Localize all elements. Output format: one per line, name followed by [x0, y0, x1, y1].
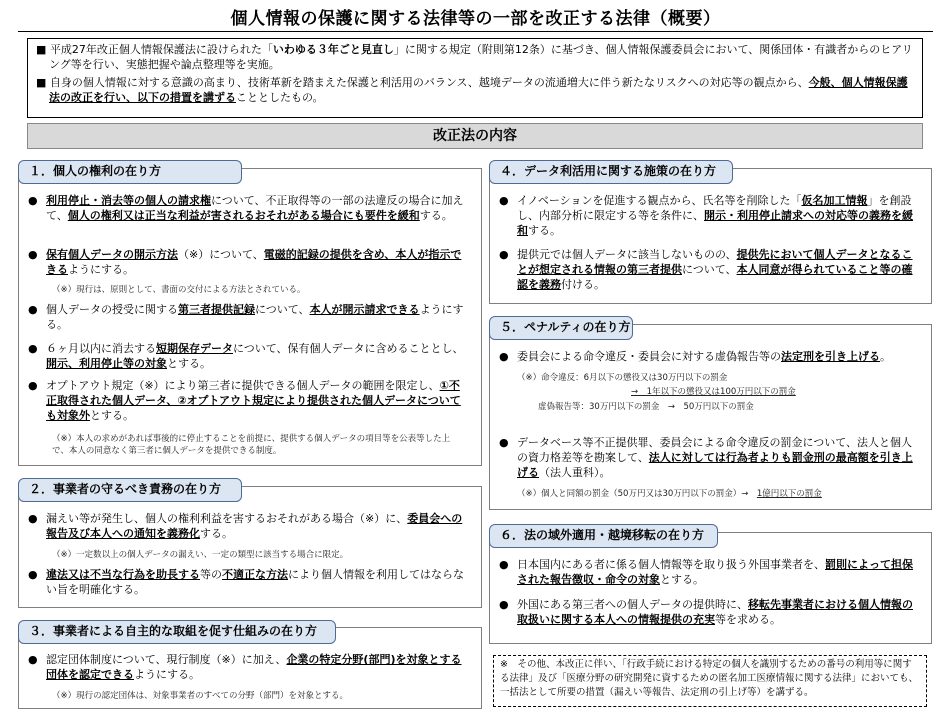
s4-item-2: ● 提供元では個人データに該当しないものの、提供先において個人データとなることが想定される情報の第三者提供について、本人同意が得られていること等の確認を義務付ける。 [499, 248, 913, 291]
bullet-icon: ● [499, 248, 509, 261]
bullet-icon: ● [499, 436, 509, 449]
section-4-header: ４．データ利活用に関する施策の在り方 [489, 160, 733, 184]
s4-item-1: ● イノベーションを促進する観点から、氏名等を削除した「仮名加工情報」を創設し、内部分析に限定する等を条件に、開示・利用停止請求への対応等の義務を緩和する。 [499, 194, 913, 237]
section-band: 改正法の内容 [27, 123, 923, 149]
bullet-icon: ● [499, 194, 509, 207]
section-5-header: ５．ペナルティの在り方 [489, 316, 633, 340]
s2-item-1: ● 漏えい等が発生し、個人の権利利益を害するおそれがある場合（※）に、委員会への報告及び本人への通知を義務化する。 [28, 512, 463, 540]
section-6-header: ６．法の域外適用・越境移転の在り方 [489, 524, 718, 548]
page-title: 個人情報の保護に関する法律等の一部を改正する法律（概要） [230, 9, 721, 29]
bullet-icon: ● [28, 568, 38, 581]
bullet-icon: ● [499, 598, 509, 611]
s5-note-1c: 虚偽報告等：30万円以下の罰金 → 50万円以下の罰金 [538, 402, 754, 412]
s5-note-1a: （※）命令違反：6月以下の懲役又は30万円以下の罰金 [517, 373, 728, 383]
s3-note-1: （※）現行の認定団体は、対象事業者のすべての分野（部門）を対象とする。 [52, 691, 348, 701]
bullet-icon: ● [28, 303, 38, 316]
s5-note-2: （※）個人と同額の罰金（50万円又は30万円以下の罰金）→ 1億円以下の罰金 [517, 489, 822, 499]
s6-item-2: ● 外国にある第三者への個人データの提供時に、移転先事業者における個人情報の取扱いに関する本人への情報提供の充実等を求める。 [499, 598, 913, 626]
s1-note-2: （※）現行は、原則として、書面の交付による方法とされている。 [52, 285, 306, 295]
bullet-icon: ● [499, 558, 509, 571]
s1-item-3: ● 個人データの授受に関する第三者提供記録について、本人が開示請求できるようにする。 [28, 303, 464, 331]
bullet-icon: ● [28, 248, 38, 261]
title-underline [18, 31, 933, 32]
bullet-icon: ● [28, 194, 38, 207]
bullet-icon: ● [28, 342, 38, 355]
s1-item-5: ● オプトアウト規定（※）により第三者に提供できる個人データの範囲を限定し、①不正取得された個人データ、②オプトアウト規定により提供された個人データについても対象外とする。 [28, 379, 461, 422]
s6-item-1: ● 日本国内にある者に係る個人情報等を取り扱う外国事業者を、罰則によって担保された報告徴収・命令の対象とする。 [499, 558, 913, 586]
intro-paragraph-2: ■ 自身の個人情報に対する意識の高まり、技術革新を踏まえた保護と利活用のバランス、越境データの流通増大に伴う新たなリスクへの対応等の観点から、今般、個人情報保護法の改正を行い、以下の措置を講ずることとしたもの。 [36, 76, 908, 104]
section-3-header: ３．事業者による自主的な取組を促す仕組みの在り方 [18, 620, 336, 644]
s1-item-4: ● ６ヶ月以内に消去する短期保存データについて、保有個人データに含めることとし、開示、利用停止等の対象とする。 [28, 342, 464, 370]
section-1-header: １．個人の権利の在り方 [18, 160, 242, 184]
s5-note-1b: → 1年以下の懲役又は100万円以下の罰金 [631, 387, 796, 397]
s2-note-1: （※）一定数以上の個人データの漏えい、一定の類型に該当する場合に限定。 [52, 550, 349, 560]
s3-item-1: ● 認定団体制度について、現行制度（※）に加え、企業の特定分野(部門)を対象とする団体を認定できるようにする。 [28, 653, 462, 681]
intro-box [27, 38, 923, 118]
s1-item-1: ● 利用停止・消去等の個人の請求権について、不正取得等の一部の法違反の場合に加えて、個人の権利又は正当な利益が害されるおそれがある場合にも要件を緩和する。 [28, 194, 464, 222]
section-2-header: ２．事業者の守るべき責務の在り方 [18, 478, 242, 502]
footnote-box: ※ その他、本改正に伴い、「行政手続における特定の個人を識別するための番号の利用等に関する法律」及び「医療分野の研究開発に資するための匿名加工医療情報に関する法律」においても、一括法として所要の措置（漏えい等報告、法定刑の引上げ等）を講ずる。 [493, 655, 927, 707]
bullet-icon: ● [28, 653, 38, 666]
section-6-box [489, 532, 932, 644]
s1-note-5: （※）本人の求めがあれば事後的に停止することを前提に、提供する個人データの項目等を公表等した上で、本人の同意なく第三者に個人データを提供できる制度。 [52, 434, 451, 456]
intro-paragraph-1: ■ 平成27年改正個人情報保護法に設けられた「いわゆる３年ごと見直し」に関する規定（附則第12条）に基づき、個人情報保護委員会において、関係団体・有識者からのヒアリング等を行い、実態把握や論点整理等を実施。 [36, 43, 913, 71]
bullet-icon: ● [28, 379, 38, 392]
s5-item-1: ● 委員会による命令違反・委員会に対する虚偽報告等の法定刑を引き上げる。 [499, 350, 891, 363]
bullet-icon: ● [28, 512, 38, 525]
s2-item-2: ● 違法又は不当な行為を助長する等の不適正な方法により個人情報を利用してはならない旨を明確化する。 [28, 568, 464, 596]
s5-item-2: ● データベース等不正提供罪、委員会による命令違反の罰金について、法人と個人の資力格差等を勘案して、法人に対しては行為者よりも罰金刑の最高額を引き上げる（法人重科）。 [499, 436, 913, 479]
s1-item-2: ● 保有個人データの開示方法（※）について、電磁的記録の提供を含め、本人が指示できるようにする。 [28, 248, 462, 276]
bullet-icon: ● [499, 350, 509, 363]
